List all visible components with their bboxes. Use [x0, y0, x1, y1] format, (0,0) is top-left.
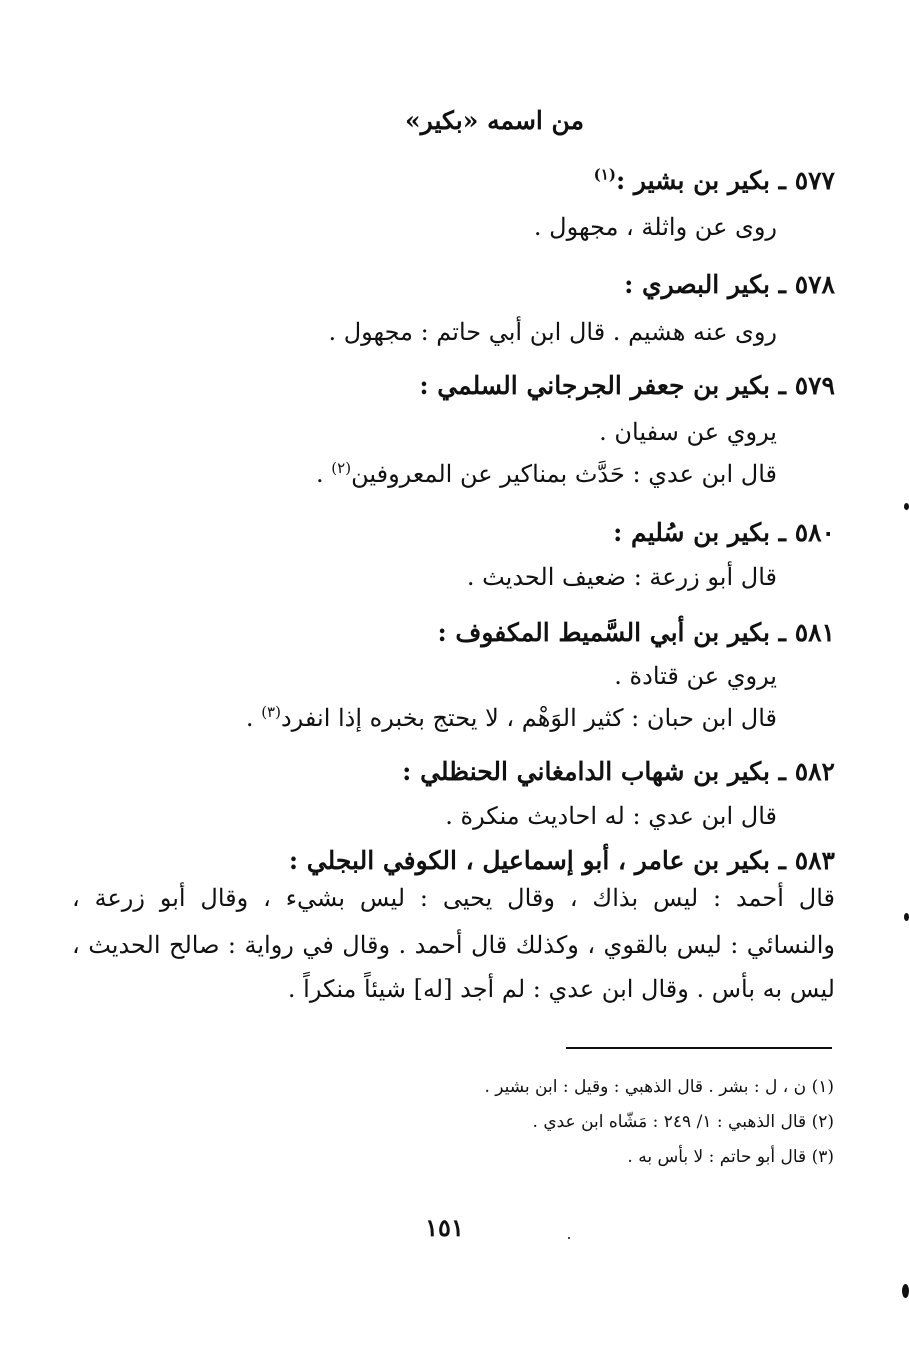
- entry-heading-583: ٥٨٣ ـ بكير بن عامر ، أبو إسماعيل ، الكوفي البجلي :: [288, 846, 835, 875]
- entry-text-577: روى عن واثلة ، مجهول .: [533, 213, 777, 241]
- entry-heading-580: ٥٨٠ ـ بكير بن سُليم :: [613, 518, 835, 547]
- entry-text-579-b: [316, 460, 777, 488]
- footnote-2: (٢) قال الذهبي : ١/ ٢٤٩ : مَشّاه ابن عدي .: [532, 1112, 834, 1132]
- entry-text-582: قال ابن عدي : له احاديث منكرة .: [445, 802, 777, 830]
- scan-speck: [904, 913, 909, 921]
- footnote-ref-2: (٢): [331, 459, 352, 477]
- footnote-1: (١) ن ، ل : بشر . قال الذهبي : وقيل : ابن بشير .: [484, 1077, 834, 1097]
- entry-text-581-b: [246, 704, 777, 732]
- entry-text-period: .: [245, 704, 262, 732]
- page-number: ١٥١: [425, 1213, 464, 1242]
- footnote-ref-3: (٣): [261, 703, 281, 721]
- entry-heading-text: ٥٧٧ ـ بكير بن بشير :: [615, 166, 835, 195]
- section-title: من اسمه «بكير»: [405, 106, 584, 135]
- scan-speck: [902, 1284, 909, 1298]
- footnote-ref-1: (١): [593, 165, 616, 184]
- entry-text-period: .: [316, 460, 332, 488]
- entry-text-583-c: ليس به بأس . وقال ابن عدي : لم أجد [له] شيئاً منكراً .: [287, 975, 835, 1003]
- entry-heading-582: ٥٨٢ ـ بكير بن شهاب الدامغاني الحنظلي :: [402, 757, 835, 786]
- entry-text-580: قال أبو زرعة : ضعيف الحديث .: [466, 563, 777, 591]
- scan-speck: [904, 503, 909, 510]
- entry-text-579-a: يروي عن سفيان .: [599, 418, 777, 446]
- entry-heading-578: ٥٧٨ ـ بكير البصري :: [624, 270, 835, 299]
- entry-text-581-a: يروي عن قتادة .: [614, 662, 777, 690]
- footnote-divider: [566, 1047, 832, 1049]
- entry-heading-577: [594, 166, 835, 195]
- entry-text-segment: قال ابن عدي : حَدَّث بمناكير عن المعروفين: [351, 460, 777, 488]
- footnote-3: (٣) قال أبو حاتم : لا بأس به .: [627, 1147, 834, 1167]
- entry-text-583-a: قال أحمد : ليس بذاك ، وقال يحيى : ليس بشيء ، وقال أبو زرعة ،: [72, 884, 835, 912]
- entry-text-578: روى عنه هشيم . قال ابن أبي حاتم : مجهول .: [328, 318, 777, 346]
- entry-heading-581: ٥٨١ ـ بكير بن أبي السَّميط المكفوف :: [437, 618, 835, 647]
- entry-text-583-b: والنسائي : ليس بالقوي ، وكذلك قال أحمد . وقال في رواية : صالح الحديث ،: [72, 931, 835, 959]
- scan-speck: [568, 1237, 570, 1239]
- entry-text-segment: قال ابن حبان : كثير الوَهْم ، لا يحتج بخبره إذا انفرد: [280, 704, 777, 732]
- entry-heading-579: ٥٧٩ ـ بكير بن جعفر الجرجاني السلمي :: [419, 371, 835, 400]
